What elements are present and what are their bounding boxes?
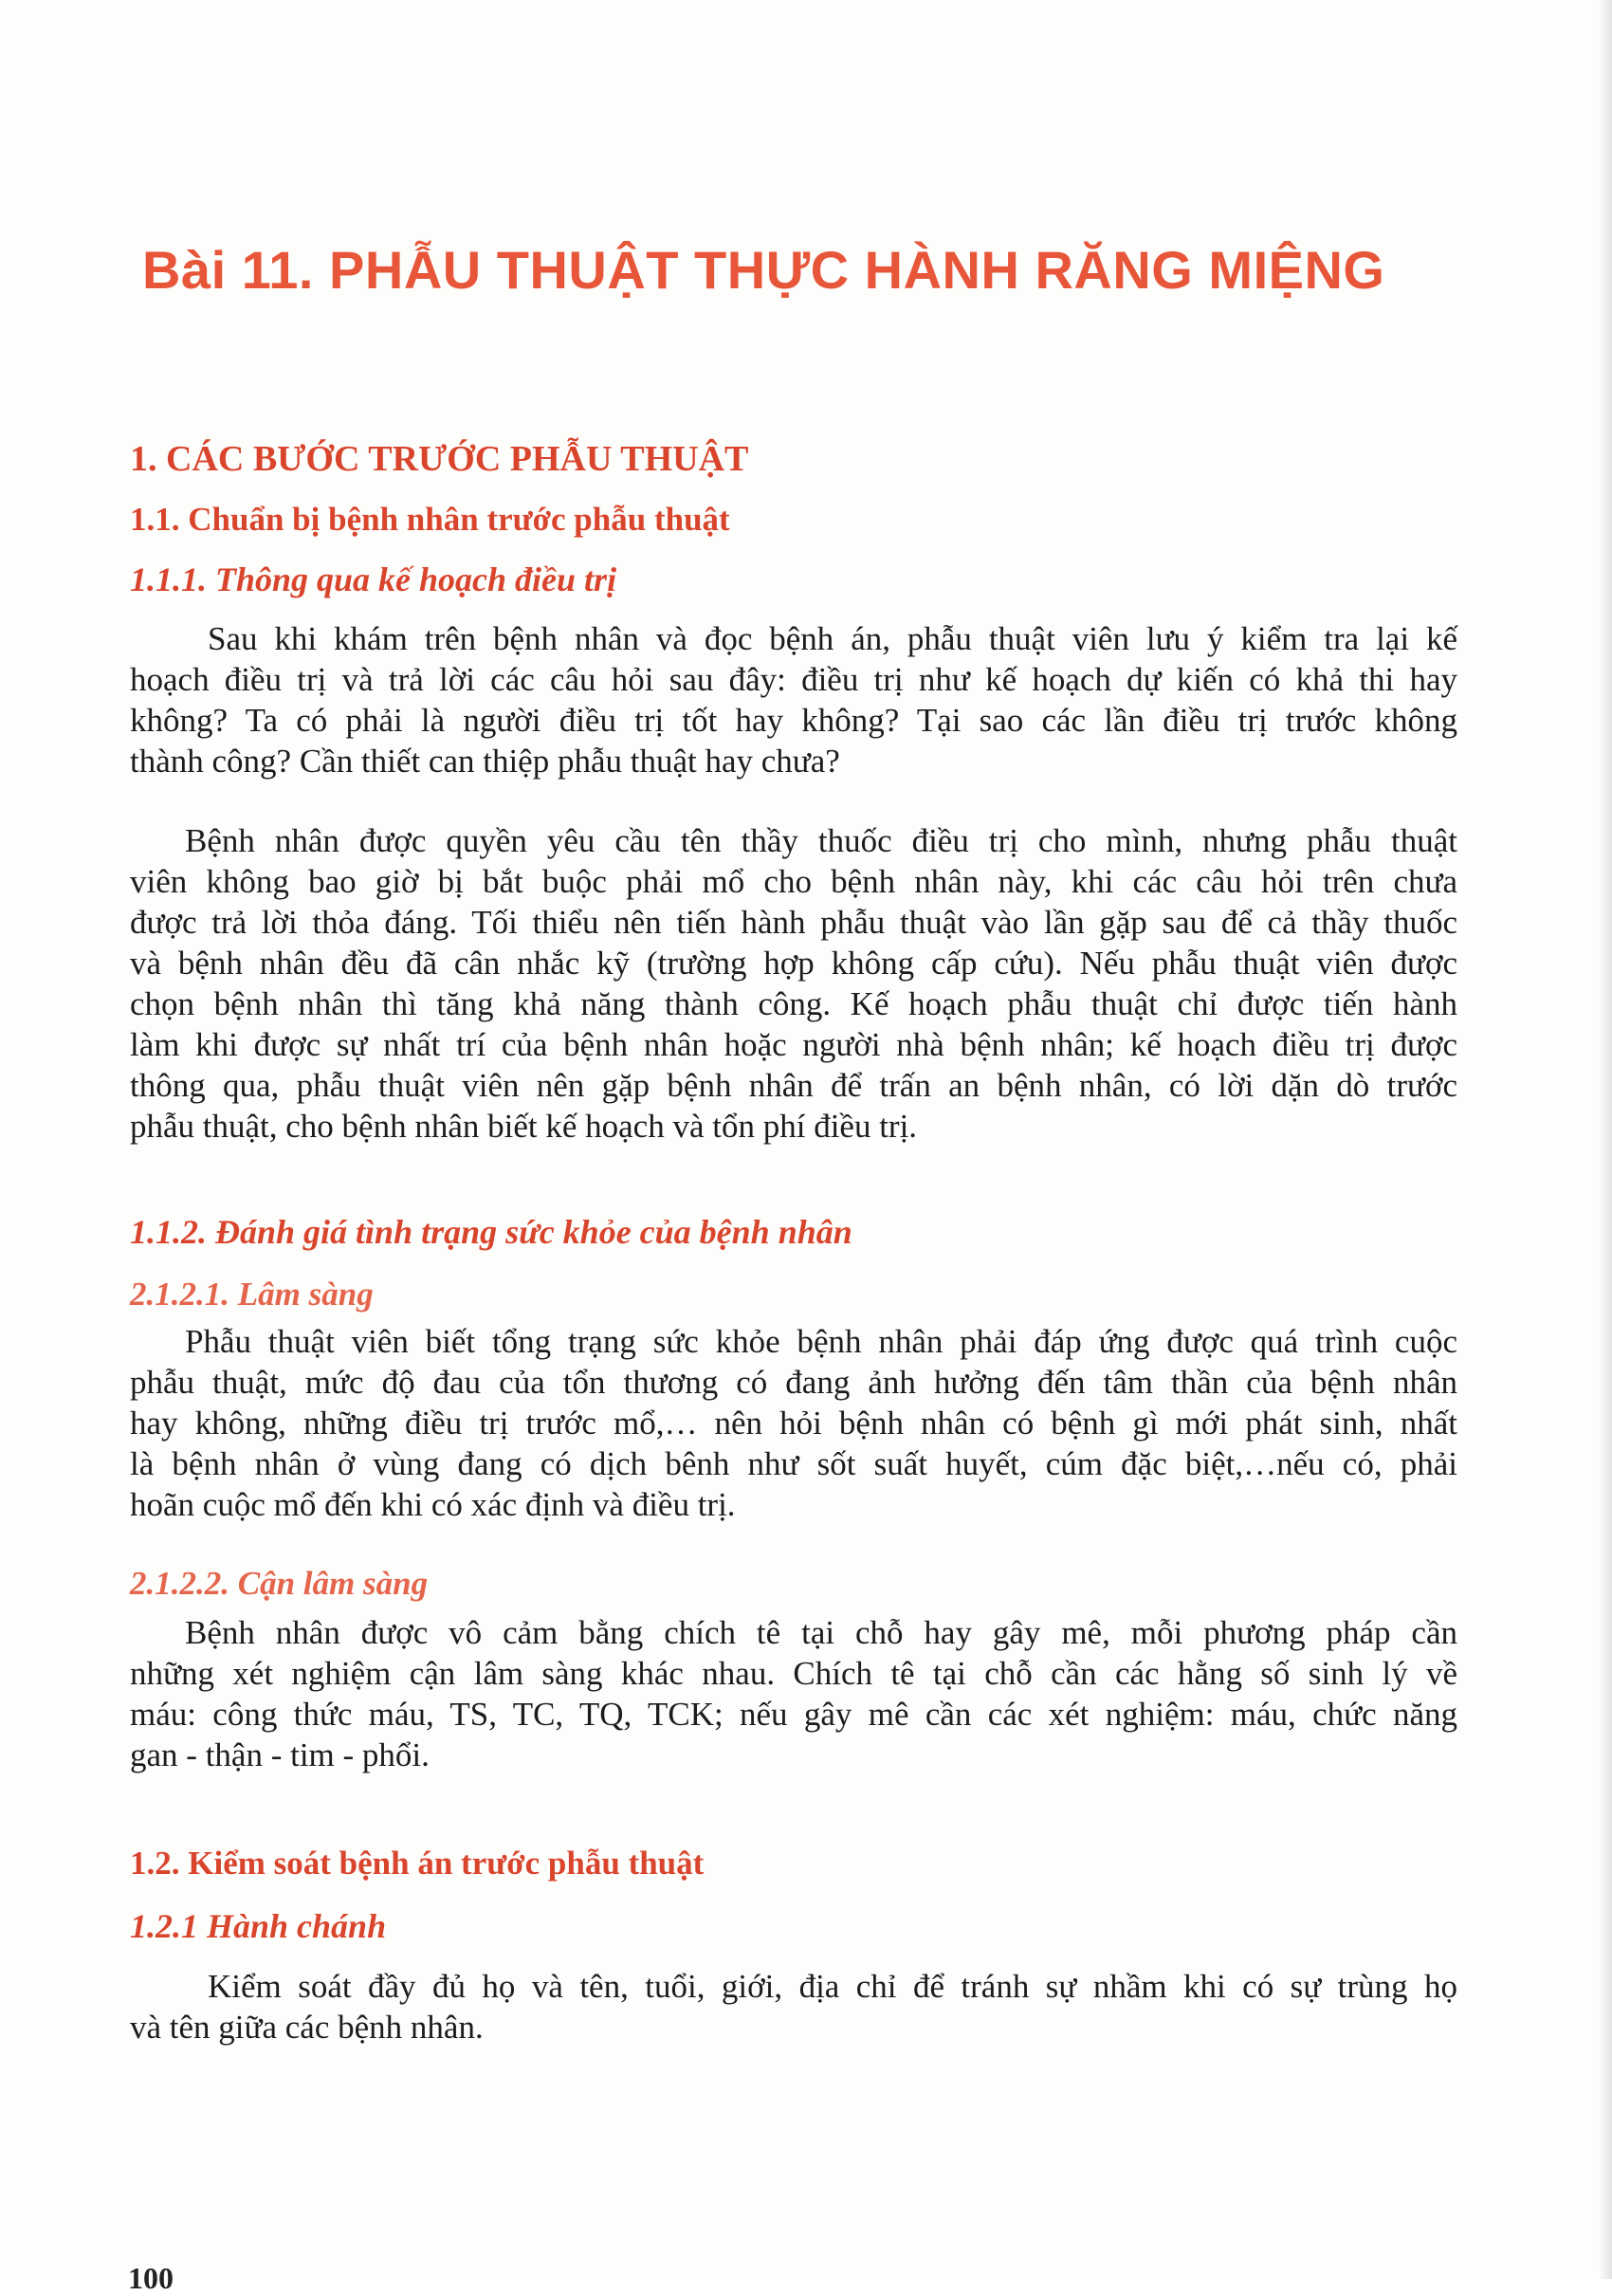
section-heading-1-1-1: 1.1.1. Thông qua kế hoạch điều trị bbox=[130, 560, 617, 598]
text-line: hoạch điều trị và trả lời các câu hỏi sau đây: điều trị như kế hoạch dự kiến có khả thi hay bbox=[130, 661, 1457, 698]
paragraph-clinical bbox=[130, 1321, 1457, 1525]
text-line: Bệnh nhân được quyền yêu cầu tên thầy thuốc điều trị cho mình, nhưng phẫu thuật bbox=[185, 822, 1457, 859]
text-line: phẫu thuật, cho bệnh nhân biết kế hoạch và tổn phí điều trị. bbox=[130, 1108, 918, 1145]
text-line: làm khi được sự nhất trí của bệnh nhân hoặc người nhà bệnh nhân; kế hoạch điều trị được bbox=[130, 1026, 1457, 1063]
section-heading-1: 1. CÁC BƯỚC TRƯỚC PHẪU THUẬT bbox=[130, 439, 749, 479]
paragraph-patient-rights bbox=[130, 820, 1457, 1147]
paragraph-administrative bbox=[130, 1966, 1457, 2048]
section-heading-clinical: 2.1.2.1. Lâm sàng bbox=[130, 1276, 374, 1313]
text-line: được trả lời thỏa đáng. Tối thiểu nên tiến hành phẫu thuật vào lần gặp sau để cả thầy thuốc bbox=[130, 904, 1457, 941]
paragraph-paraclinical bbox=[130, 1612, 1457, 1775]
page-edge-shadow bbox=[1599, 0, 1612, 2279]
text-line: Kiểm soát đầy đủ họ và tên, tuổi, giới, địa chỉ để tránh sự nhầm khi có sự trùng họ bbox=[208, 1968, 1457, 2005]
text-line: viên không bao giờ bị bắt buộc phải mổ cho bệnh nhân này, khi các câu hỏi trên chưa bbox=[130, 863, 1457, 900]
section-heading-1-2-1: 1.2.1 Hành chánh bbox=[130, 1907, 387, 1945]
text-line: Sau khi khám trên bệnh nhân và đọc bệnh án, phẫu thuật viên lưu ý kiểm tra lại kế bbox=[208, 620, 1457, 657]
text-line: hoãn cuộc mổ đến khi có xác định và điều trị. bbox=[130, 1486, 736, 1523]
page-number: 100 bbox=[128, 2261, 174, 2295]
text-line: không? Ta có phải là người điều trị tốt hay không? Tại sao các lần điều trị trước không bbox=[130, 702, 1457, 739]
text-line: gan - thận - tim - phổi. bbox=[130, 1736, 430, 1773]
section-heading-1-2: 1.2. Kiểm soát bệnh án trước phẫu thuật bbox=[130, 1845, 705, 1882]
text-line: hay không, những điều trị trước mổ,… nên hỏi bệnh nhân có bệnh gì mới phát sinh, nhất bbox=[130, 1405, 1457, 1442]
text-line: chọn bệnh nhân thì tăng khả năng thành công. Kế hoạch phẫu thuật chỉ được tiến hành bbox=[130, 985, 1457, 1022]
text-line: phẫu thuật, mức độ đau của tổn thương có đang ảnh hưởng đến tâm thần của bệnh nhân bbox=[130, 1364, 1457, 1401]
text-line: máu: công thức máu, TS, TC, TQ, TCK; nếu gây mê cần các xét nghiệm: máu, chức năng bbox=[130, 1696, 1457, 1733]
text-line: thành công? Cần thiết can thiệp phẫu thuật hay chưa? bbox=[130, 743, 840, 780]
text-line: những xét nghiệm cận lâm sàng khác nhau. Chích tê tại chỗ cần các hằng số sinh lý về bbox=[130, 1655, 1457, 1692]
lesson-title: Bài 11. PHẪU THUẬT THỰC HÀNH RĂNG MIỆNG bbox=[142, 240, 1385, 300]
text-line: Bệnh nhân được vô cảm bằng chích tê tại chỗ hay gây mê, mỗi phương pháp cần bbox=[185, 1614, 1457, 1651]
text-line: Phẫu thuật viên biết tổng trạng sức khỏe bệnh nhân phải đáp ứng được quá trình cuộc bbox=[185, 1323, 1457, 1360]
text-line: là bệnh nhân ở vùng đang có dịch bênh như sốt suất huyết, cúm đặc biệt,…nếu có, phải bbox=[130, 1445, 1457, 1482]
section-heading-1-1: 1.1. Chuẩn bị bệnh nhân trước phẫu thuật bbox=[130, 501, 730, 538]
paragraph-treatment-plan bbox=[130, 618, 1457, 781]
text-line: thông qua, phẫu thuật viên nên gặp bệnh nhân để trấn an bệnh nhân, có lời dặn dò trước bbox=[130, 1067, 1457, 1104]
section-heading-paraclinical: 2.1.2.2. Cận lâm sàng bbox=[130, 1565, 429, 1602]
text-line: và bệnh nhân đều đã cân nhắc kỹ (trường hợp không cấp cứu). Nếu phẫu thuật viên được bbox=[130, 945, 1457, 982]
text-line: và tên giữa các bệnh nhân. bbox=[130, 2009, 484, 2046]
section-heading-1-1-2: 1.1.2. Đánh giá tình trạng sức khỏe của bệnh nhân bbox=[130, 1213, 852, 1251]
